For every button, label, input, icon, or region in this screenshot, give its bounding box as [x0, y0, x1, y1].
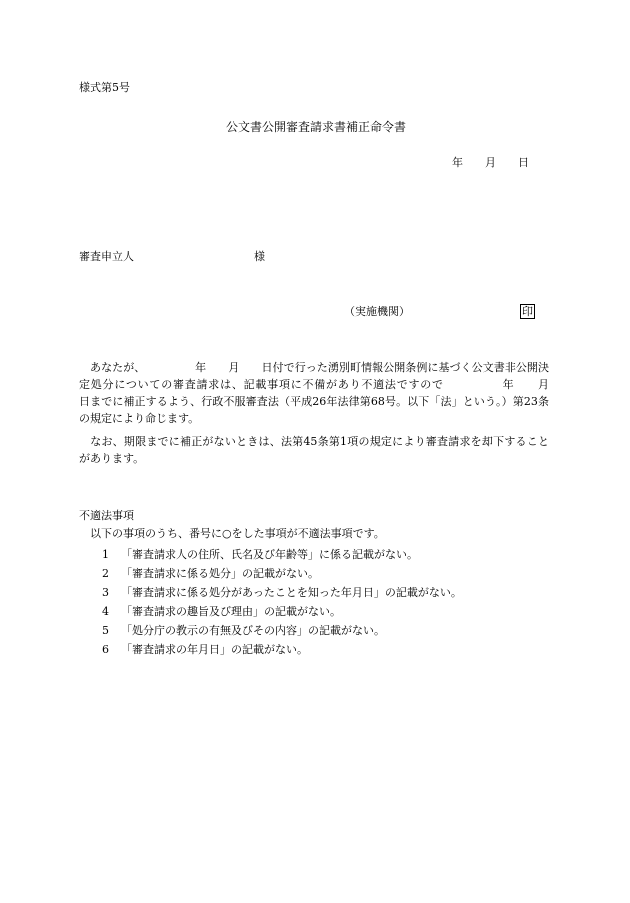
list-item — [79, 621, 549, 640]
seal-icon: 印 — [522, 305, 533, 318]
item-text: 「審査請求の年月日」の記載がない。 — [121, 643, 308, 656]
seal-mark — [520, 304, 535, 320]
honorific: 様 — [254, 250, 265, 263]
list-item — [79, 564, 549, 583]
item-number: 1 — [102, 548, 109, 561]
item-number: 4 — [102, 605, 109, 618]
item-text: 「処分庁の教示の有無及びその内容」の記載がない。 — [121, 624, 385, 637]
list-item — [79, 640, 549, 659]
item-text: 「審査請求に係る処分」の記載がない。 — [121, 567, 319, 580]
item-text: 「審査請求の趣旨及び理由」の記載がない。 — [121, 605, 341, 618]
list-item — [79, 583, 549, 602]
date-line: 年 月 日 — [452, 156, 529, 169]
list-item — [79, 545, 549, 564]
recipient-label: 審査申立人 — [79, 250, 134, 263]
list-item — [79, 602, 549, 621]
issuer-label: （実施機関） — [344, 305, 410, 318]
deficiency-intro: 以下の事項のうち、番号に○をした事項が不適法事項です。 — [79, 527, 385, 540]
form-number: 様式第5号 — [79, 81, 130, 94]
body-paragraph-1: あなたが、 年 月 日付で行った湧別町情報公開条例に基づく公文書非公開決定処分についての審査請求は、記載事項に不備があり不適法ですので 年 月 日までに補正するよう、行政不服審査法（平成26年法律第68号。以下「法」という。）第23条の規定により命じます。 — [79, 361, 571, 425]
body-paragraph-2: なお、期限までに補正がないときは、法第45条第1項の規定により審査請求を却下することがあります。 — [79, 435, 549, 465]
item-number: 5 — [102, 624, 109, 637]
document-title: 公文書公開審査請求書補正命令書 — [226, 120, 407, 134]
item-text: 「審査請求人の住所、氏名及び年齢等」に係る記載がない。 — [121, 548, 418, 561]
deficiency-list — [79, 545, 549, 659]
item-text: 「審査請求に係る処分があったことを知った年月日」の記載がない。 — [121, 586, 462, 599]
item-number: 2 — [102, 567, 109, 580]
item-number: 3 — [102, 586, 109, 599]
item-number: 6 — [102, 643, 109, 656]
deficiency-heading: 不適法事項 — [79, 509, 134, 522]
